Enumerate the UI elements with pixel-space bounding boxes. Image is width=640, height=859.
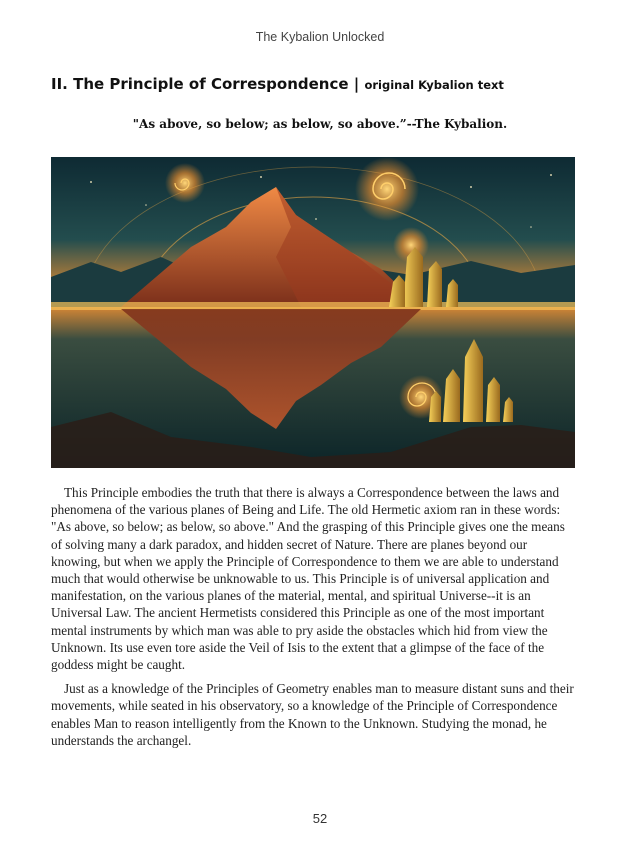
heading-separator: | <box>348 75 365 93</box>
paragraph: This Principle embodies the truth that there is always a Correspondence between the laws and phenomena of the various planes of Being and Life. The old Hermetic axiom ran in these words: "As above, so below; as below, so above." And the grasping of this Principle gives one the means of solving many a dark paradox, and hidden secret of Nature. There are planes beyond our knowing, but when we apply the Principle of Correspondence to them we are able to understand much that would otherwise be unknowable to us. This Principle is of universal application and manifestation, on the various planes of the material, mental, and spiritual Universe--it is an Universal Law. The ancient Hermetists considered this Principle as one of the most important mental instruments by which man was able to pry aside the obstacles which hid from view the Unknown. Its use even tore aside the Veil of Isis to the extent that a glimpse of the face of the goddess might be caught. <box>51 485 565 673</box>
horizon-glow <box>51 302 575 310</box>
section-title: II. The Principle of Correspondence <box>51 75 349 93</box>
paragraph: Just as a knowledge of the Principles of Geometry enables man to measure distant suns and their movements, while seated in his observatory, so a knowledge of the Principle of Correspondence enables Man to reason intelligently from the Known to the Unknown. Studying the monad, he understands the archangel. <box>51 681 574 748</box>
epigraph-quote: "As above, so below; as below, so above.”--The Kybalion. <box>132 117 508 131</box>
section-heading <box>51 75 611 93</box>
spiral-galaxy <box>355 157 419 221</box>
body-text <box>51 484 579 756</box>
artwork-svg <box>51 157 575 468</box>
mountain-reflection-artwork <box>51 157 575 468</box>
section-subtitle: original Kybalion text <box>364 78 504 92</box>
running-head: The Kybalion Unlocked <box>255 30 385 44</box>
page-number: 52 <box>312 811 328 826</box>
